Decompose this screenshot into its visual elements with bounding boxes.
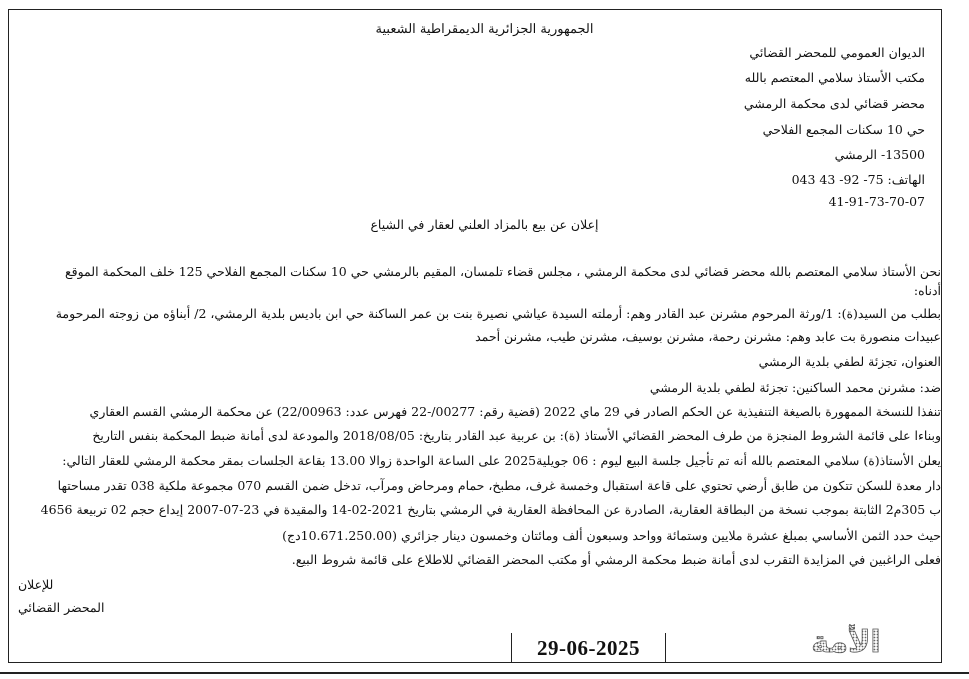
body-line-6: ضد: مشرنن محمد الساكنين: تجزئة لطفي بلدية الرمشي	[649, 380, 941, 395]
body-line-4: عبيدات منصورة بت عابد وهم: مشرنن رحمة، مشرنن بوسيف، مشرنن طيب، مشرنن أحمد	[475, 329, 941, 344]
body-line-13: فعلى الراغبين في المزايدة التقرب لدى أمانة ضبط محكمة الرمشي أو مكتب المحضر القضائي للاطلاع على قائمة شروط البيع.	[291, 552, 941, 567]
body-line-8: وبناءا على قائمة الشروط المنجزة من طرف المحضر القضائي الأستاذ (ة): بن عربية عبد القادر بتاريخ: 2018/08/05 والمودعة لدى أمانة ضبط المحكمة بنفس التاريخ	[92, 428, 941, 443]
body-line-10: دار معدة للسكن تتكون من طابق أرضي تحتوي على قاعة استقبال وخمسة غرف، مطبخ، حمام ومرحاض ومرآب، تدخل ضمن القسم 070 مجموعة ملكية 038 تقدر مساحتها	[57, 478, 941, 493]
svg-text:الأمة: الأمة	[811, 625, 881, 658]
body-line-5: العنوان، تجزئة لطفي بلدية الرمشي	[758, 354, 941, 369]
body-line-1: نحن الأستاذ سلامي المعتصم بالله محضر قضائي لدى محكمة الرمشي ، مجلس قضاء تلمسان، المقيم بالرمشي حي 10 سكنات المجمع الفلاحي 125 خلف المحكمة الموقع	[64, 264, 941, 279]
page-bottom-rule	[0, 672, 969, 674]
office-line-1: الديوان العمومي للمحضر القضائي	[749, 45, 925, 60]
body-line-3: بطلب من السيد(ة): 1/ورثة المرحوم مشرنن عبد القادر وهم: أرملته السيدة عياشي نصيرة بنت بن عمر الساكنة حي ابن باديس بلدية الرمشي، 2/ أبناؤه من زوجته المرحومة	[55, 306, 941, 321]
publication-date: 29-06-2025	[511, 633, 666, 663]
body-line-7: تنفذا للنسخة الممهورة بالصيغة التنفيذية عن الحكم الصادر في 29 ماي 2022 (قضية رقم: 00277/-22 فهرس عدد: 22/00963) عن محكمة الرمشي القسم العقاري	[89, 404, 941, 419]
office-line-3: محضر قضائي لدى محكمة الرمشي	[743, 96, 925, 111]
office-line-4: حي 10 سكنات المجمع الفلاحي	[762, 122, 925, 137]
office-phone: الهاتف: 75- 92- 43 043	[791, 172, 925, 187]
body-line-11: ب 305م2 الثابتة بموجب نسخة من البطاقة العقارية، الصادرة عن المحافظة العقارية في الرمشي بتاريخ 2021-02-14 والمقيدة في 23-07-2007 إيداع حجم 02 تربيعة 4656	[40, 502, 941, 517]
body-line-12: حيث حدد الثمن الأساسي بمبلغ عشرة ملايين وستمائة وواحد وسبعون ألف ومائتان وخمسون دينار جزائري (10.671.250.00دج)	[282, 528, 941, 543]
newspaper-logo-icon	[786, 624, 906, 658]
body-line-9: يعلن الأستاذ(ة) سلامي المعتصم بالله أنه تم تأجيل جلسة البيع ليوم : 06 جويلية2025 على الساعة الواحدة زوالا 13.00 بقاعة الجلسات بمقر محكمة الرمشي للعقار التالي:	[62, 453, 941, 468]
office-phone-2: 41-91-73-70-07	[828, 194, 925, 209]
office-line-5: 13500- الرمشي	[834, 147, 925, 162]
closing-for-notice: للإعلان	[18, 577, 54, 592]
closing-bailiff: المحضر القضائي	[18, 600, 105, 615]
office-line-2: مكتب الأستاذ سلامي المعتصم بالله	[744, 70, 925, 85]
republic-heading: الجمهورية الجزائرية الديمقراطية الشعبية	[375, 22, 594, 37]
notice-title: إعلان عن بيع بالمزاد العلني لعقار في الشياع	[370, 217, 599, 232]
body-line-2: أدناه:	[913, 283, 941, 298]
newspaper-logo	[786, 624, 906, 658]
